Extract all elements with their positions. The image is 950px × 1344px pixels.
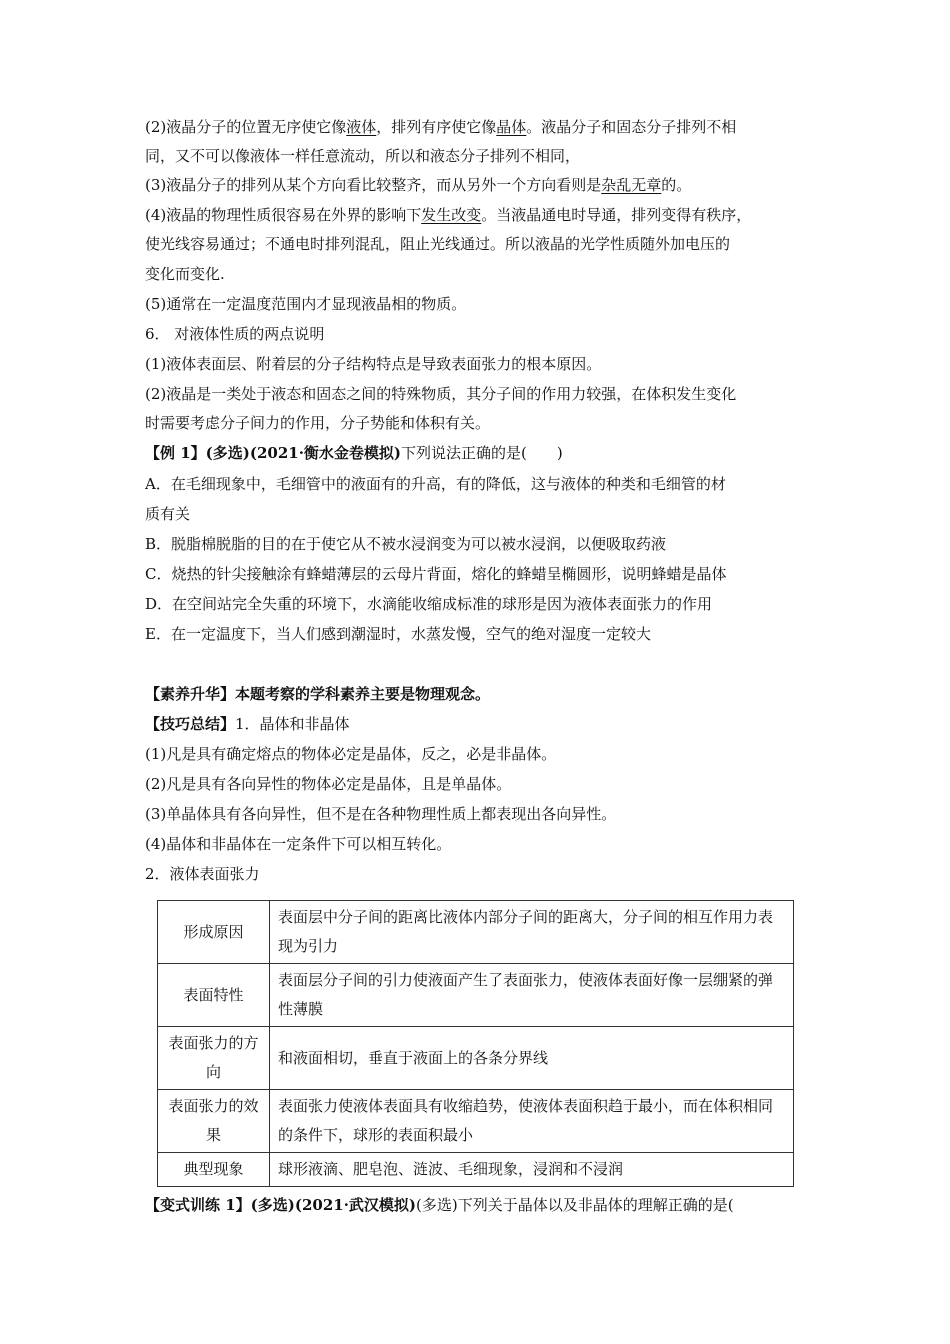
underlined-term: 液体 [346,118,377,136]
variant-training-1-heading: 【变式训练 1】(多选)(2021·武汉模拟)(多选)下列关于晶体以及非晶体的理解正确的是( [145,1196,734,1214]
option-a: A．在毛细现象中，毛细管中的液面有的升高，有的降低，这与液体的种类和毛细管的材 [145,475,726,493]
skills-summary-heading: 【技巧总结】1．晶体和非晶体 [145,715,350,733]
underlined-term: 发生改变 [421,206,482,224]
paragraph-liquid-crystal-4: (4)液晶的物理性质很容易在外界的影响下发生改变。当液晶通电时导通，排列变得有秩序， [145,206,752,224]
table-value: 和液面相切，垂直于液面上的各条分界线 [270,1027,794,1090]
table-value: 表面层中分子间的距离比液体内部分子间的距离大，分子间的相互作用力表现为引力 [270,901,794,964]
table-key: 典型现象 [158,1153,270,1187]
option-d: D．在空间站完全失重的环境下，水滴能收缩成标准的球形是因为液体表面张力的作用 [145,595,713,613]
table-row [158,1027,794,1090]
paragraph-line: (2)液晶是一类处于液态和固态之间的特殊物质，其分子间的作用力较强，在体积发生变化 [145,385,737,403]
skill-point: (3)单晶体具有各向异性，但不是在各种物理性质上都表现出各向异性。 [145,805,617,823]
table-key: 形成原因 [158,901,270,964]
example-1-heading: 【例 1】(多选)(2021·衡水金卷模拟)下列说法正确的是( ) [145,444,563,462]
table-row [158,1090,794,1153]
skill-heading-2: 2．液体表面张力 [145,865,260,883]
table-key: 表面特性 [158,964,270,1027]
example-label: 【例 1】(多选)(2021·衡水金卷模拟) [145,444,402,462]
table-row [158,1153,794,1187]
paragraph-line: 变化而变化. [145,265,225,283]
section-heading-6: 6． 对液体性质的两点说明 [145,325,325,343]
underlined-term: 晶体 [496,118,527,136]
table-row [158,901,794,964]
paragraph-line: (1)液体表面层、附着层的分子结构特点是导致表面张力的根本原因。 [145,355,602,373]
option-e: E．在一定温度下，当人们感到潮湿时，水蒸发慢，空气的绝对湿度一定较大 [145,625,651,643]
underlined-term: 杂乱无章 [601,176,662,194]
surface-tension-table [157,900,794,1187]
literacy-summary: 【素养升华】本题考察的学科素养主要是物理观念。 [145,685,491,703]
table-value: 球形液滴、肥皂泡、涟波、毛细现象，浸润和不浸润 [270,1153,794,1187]
paragraph-liquid-crystal-2: (2)液晶分子的位置无序使它像液体，排列有序使它像晶体。液晶分子和固态分子排列不相 [145,118,737,136]
table-row [158,964,794,1027]
variant-label: 【变式训练 1】(多选)(2021·武汉模拟) [145,1196,417,1214]
table-key: 表面张力的效果 [158,1090,270,1153]
skill-point: (2)凡是具有各向异性的物体必定是晶体，且是单晶体。 [145,775,512,793]
paragraph-line: 使光线容易通过；不通电时排列混乱，阻止光线通过。所以液晶的光学性质随外加电压的 [145,235,731,253]
option-c: C．烧热的针尖接触涂有蜂蜡薄层的云母片背面，熔化的蜂蜡呈椭圆形，说明蜂蜡是晶体 [145,565,727,583]
paragraph-line: 同，又不可以像液体一样任意流动，所以和液态分子排列不相同， [145,147,581,165]
skill-point: (1)凡是具有确定熔点的物体必定是晶体，反之，必是非晶体。 [145,745,557,763]
paragraph-liquid-crystal-3: (3)液晶分子的排列从某个方向看比较整齐，而从另外一个方向看则是杂乱无章的。 [145,176,692,194]
paragraph-liquid-crystal-5: (5)通常在一定温度范围内才显现液晶相的物质。 [145,295,467,313]
table-value: 表面张力使液体表面具有收缩趋势，使液体表面积趋于最小，而在体积相同的条件下，球形的表面积最小 [270,1090,794,1153]
skill-point: (4)晶体和非晶体在一定条件下可以相互转化。 [145,835,452,853]
table-value: 表面层分子间的引力使液面产生了表面张力，使液体表面好像一层绷紧的弹性薄膜 [270,964,794,1027]
table-key: 表面张力的方向 [158,1027,270,1090]
paragraph-line: 时需要考虑分子间力的作用，分子势能和体积有关。 [145,414,491,432]
option-a-cont: 质有关 [145,505,191,523]
option-b: B．脱脂棉脱脂的目的在于使它从不被水浸润变为可以被水浸润，以便吸取药液 [145,535,667,553]
